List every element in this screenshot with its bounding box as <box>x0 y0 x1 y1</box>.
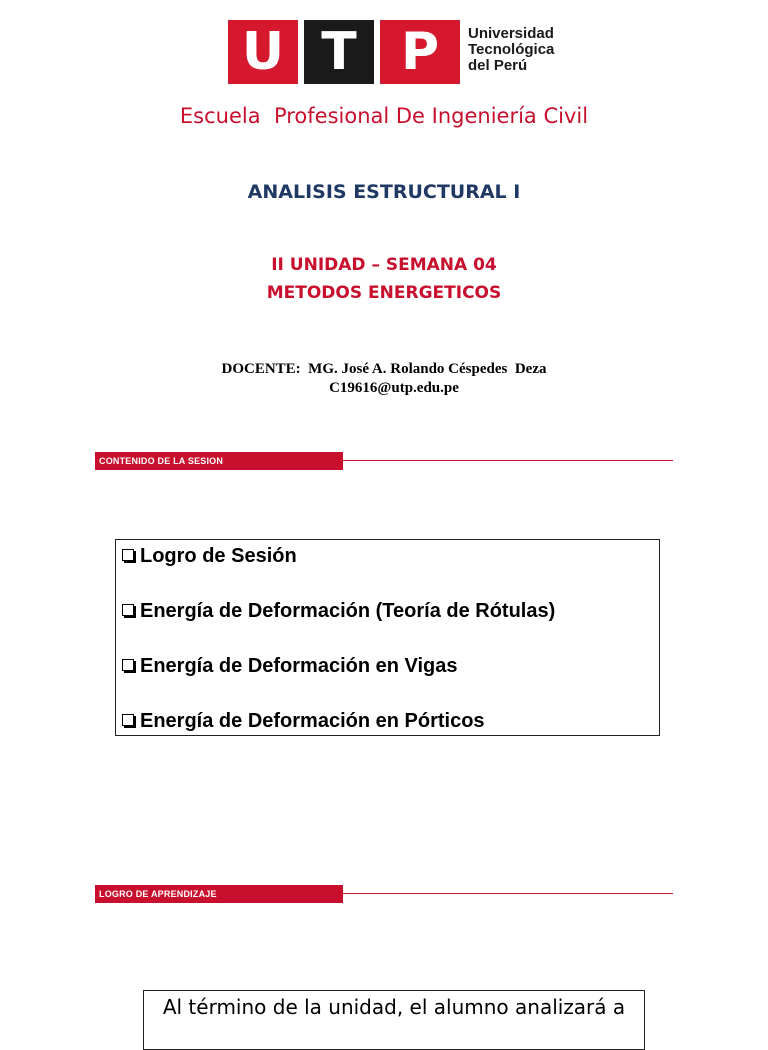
unit-heading <box>0 251 768 307</box>
contents-item <box>122 597 653 652</box>
checkbox-icon <box>122 604 134 616</box>
contents-section-label: CONTENIDO DE LA SESION <box>99 456 224 466</box>
course-title: ANALISIS ESTRUCTURAL I <box>247 181 521 203</box>
contents-section-header <box>95 452 343 470</box>
logo-name-line-2: Tecnológica <box>468 41 555 58</box>
logo-letter-u: U <box>228 20 298 84</box>
logo-letter-p: P <box>380 20 460 84</box>
checkbox-icon <box>122 549 134 561</box>
instructor-info <box>0 360 768 398</box>
achievement-section-label: LOGRO DE APRENDIZAJE <box>99 889 217 899</box>
session-contents-box <box>115 539 660 736</box>
unit-line: II UNIDAD – SEMANA 04 <box>271 255 497 275</box>
learning-achievement-box <box>143 990 645 1050</box>
contents-item-label: Logro de Sesión <box>140 545 297 567</box>
logo-letter-t: T <box>304 20 374 84</box>
contents-item <box>122 652 653 707</box>
contents-item-label: Energía de Deformación en Pórticos <box>140 710 485 732</box>
contents-item <box>122 542 653 597</box>
topic-line: METODOS ENERGETICOS <box>266 283 502 303</box>
contents-item-label: Energía de Deformación en Vigas <box>140 655 458 677</box>
achievement-section-header <box>95 885 343 903</box>
logo-name-line-1: Universidad <box>468 25 554 42</box>
contents-section-divider <box>343 460 673 461</box>
achievement-section-divider <box>343 893 673 894</box>
contents-item <box>122 707 653 762</box>
contents-item-label: Energía de Deformación (Teoría de Rótulas) <box>140 600 556 622</box>
achievement-text: Al término de la unidad, el alumno analizará a <box>162 995 626 1019</box>
logo-name-line-3: del Perú <box>468 57 528 74</box>
checkbox-icon <box>122 659 134 671</box>
instructor-name: DOCENTE: MG. José A. Rolando Céspedes Deza <box>221 361 547 377</box>
logo-university-name <box>468 26 578 74</box>
utp-logo <box>228 20 578 84</box>
instructor-email: C19616@utp.edu.pe <box>329 380 459 396</box>
checkbox-icon <box>122 714 134 726</box>
school-name: Escuela Profesional De Ingeniería Civil <box>179 104 589 128</box>
